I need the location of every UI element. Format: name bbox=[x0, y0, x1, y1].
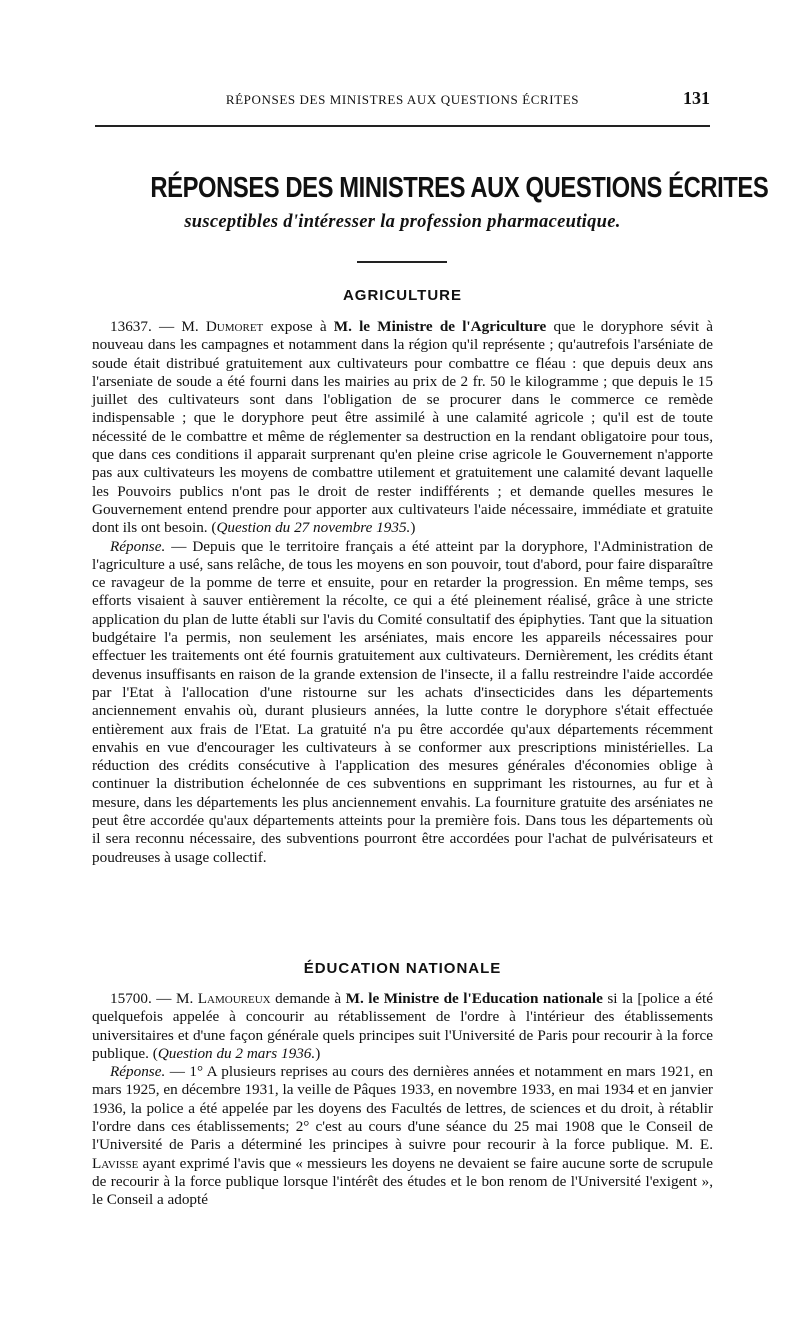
question-text: que le doryphore sévit à nouveau dans les campagnes et notamment dans la région qu'il représente ; qu'autrefois l'arséniate de soude était distribué gratuitement aux cultivateurs pour combattre ce fléau : que depuis deux ans l'arseniate de soude a été fourni dans les mairies au prix de 2 fr. 50 le kilogramme ; que depuis le 15 juillet des cultivateurs sont dans l'obligation de se procurer dans le commerce ce remède indispensable ; que le doryphore peut être assimilé à une calamité agricole ; qu'il est de toute nécessité de le combattre et même de réglementer sa destruction en la rendant obligatoire pour tous, que dans ces conditions il apparait surprenant qu'en pleine crise agricole le Gouvernement n'apporte pas aux cultivateurs les moyens de combattre utilement et gratuitement une calamité devant laquelle les Pouvoirs publics n'ont pas le droit de rester indifférents ; et demande quelles mesures le Gouvernement entend prendre pour apporter aux cultivateurs l'aide nécessaire, immédiate et gratuite dont ils ont besoin. ( bbox=[92, 318, 713, 537]
response-label: Réponse. bbox=[110, 1063, 166, 1081]
question-verb: expose à bbox=[263, 318, 334, 335]
question-dash: — M. bbox=[151, 990, 198, 1007]
question-minister: M. le Ministre de l'Agriculture bbox=[333, 318, 547, 335]
question-close: ) bbox=[410, 519, 416, 537]
question-author: Lamoureux bbox=[197, 990, 271, 1007]
question-number: 13637. bbox=[110, 318, 152, 335]
question-verb: demande à bbox=[270, 990, 346, 1007]
question-minister: M. le Ministre de l'Education nationale bbox=[345, 990, 603, 1007]
main-title: RÉPONSES DES MINISTRES AUX QUESTIONS ÉCRITES bbox=[150, 172, 769, 204]
agriculture-section bbox=[92, 318, 713, 867]
running-head bbox=[95, 88, 710, 112]
running-title: RÉPONSES DES MINISTRES AUX QUESTIONS ÉCRITES bbox=[225, 92, 580, 107]
page-number: 131 bbox=[683, 88, 710, 108]
header-rule bbox=[95, 125, 710, 127]
response-name: Lavisse bbox=[92, 1154, 139, 1172]
education-question bbox=[92, 990, 713, 1063]
question-author: Dumoret bbox=[205, 318, 264, 335]
section-heading-agriculture: AGRICULTURE bbox=[342, 287, 463, 304]
question-date: Question du 2 mars 1936. bbox=[157, 1044, 316, 1062]
question-date: Question du 27 novembre 1935. bbox=[216, 519, 411, 537]
agriculture-response bbox=[92, 538, 713, 867]
question-dash: — M. bbox=[151, 318, 206, 335]
response-text-continued: ayant exprimé l'avis que « messieurs les doyens ne devaient se faire aucune sorte de scrupule de recourir à la force publique lorsque l'intérêt des études et le bon renom de l'Université l'exigent », le Conseil a adopté bbox=[92, 1154, 713, 1209]
question-number: 15700. bbox=[110, 990, 152, 1007]
agriculture-question bbox=[92, 318, 713, 538]
question-close: ) bbox=[315, 1044, 321, 1062]
response-text: — Depuis que le territoire français a été atteint par la doryphore, l'Administration de l'agriculture a usé, sans relâche, de tous les moyens en son pouvoir, tout d'abord, pour faire disparaître ce ravageur de la pomme de terre et ensuite, pour en retarder la progression. En même temps, ses efforts visaient à sauver entièrement la récolte, ce qui a été pleinement réalisé, grâce à une stricte application du plan de lutte établi sur l'avis du Comité consultatif des épiphyties. Tant que la situation budgétaire l'a permis, non seulement les arséniates, mais encore les appareils nécessaires pour effectuer les traitements ont été fournis gratuitement aux cultivateurs. Dernièrement, les crédits étant devenus insuffisants en raison de la grande extension de l'insecte, il a fallu restreindre l'aide accordée par l'Etat à l'allocation d'une ristourne sur les achats d'insecticides dans les départements anciennement envahis où, durant plusieurs années, la lutte contre le doryphore s'était effectuée entièrement aux frais de l'Etat. La gratuité n'a pu être accordée qu'aux départements récemment envahis en vue d'encourager les cultivateurs à se conformer aux prescriptions ministérielles. La réduction des crédits consécutive à l'application des mesures générales d'économies oblige à continuer la distribution échelonnée de ces subventions en supprimant les ristournes, au fur et à mesure, dans les départements les plus anciennement envahis. La fourniture gratuite des arséniates ne peut être accordée qu'aux départements atteints pour la première fois. Dans tous les départements où il sera reconnu nécessaire, des subventions pourront être accordées pour l'achat de pulvérisateurs et poudreuses à usage collectif. bbox=[92, 537, 713, 866]
subtitle: susceptibles d'intéresser la profession pharmaceutique. bbox=[184, 212, 621, 232]
response-text: — 1° A plusieurs reprises au cours des dernières années et notamment en mars 1921, en mars 1925, en décembre 1931, la veille de Pâques 1933, en novembre 1933, en mai 1934 et en janvier 1936, la police a été appelée par les doyens des Facultés de lettres, de sciences et du droit, à rétablir l'ordre dans ces établissements; 2° c'est au cours d'une séance du 25 mai 1908 que le Conseil de l'Université de Paris a déterminé les principes à suivre pour recourir à la force publique. M. E. bbox=[92, 1063, 713, 1154]
response-label: Réponse. bbox=[110, 537, 166, 555]
title-divider bbox=[357, 261, 447, 263]
question-text: si la [police a été quelquefois appelée à concourir au rétablissement de l'ordre à l'intérieur des établissements universitaires et d'une façon générale quels principes suit l'Université de Paris pour recourir à la force publique. ( bbox=[92, 990, 714, 1062]
education-response bbox=[92, 1063, 713, 1209]
section-heading-education: ÉDUCATION NATIONALE bbox=[303, 960, 502, 977]
education-section bbox=[92, 990, 713, 1210]
